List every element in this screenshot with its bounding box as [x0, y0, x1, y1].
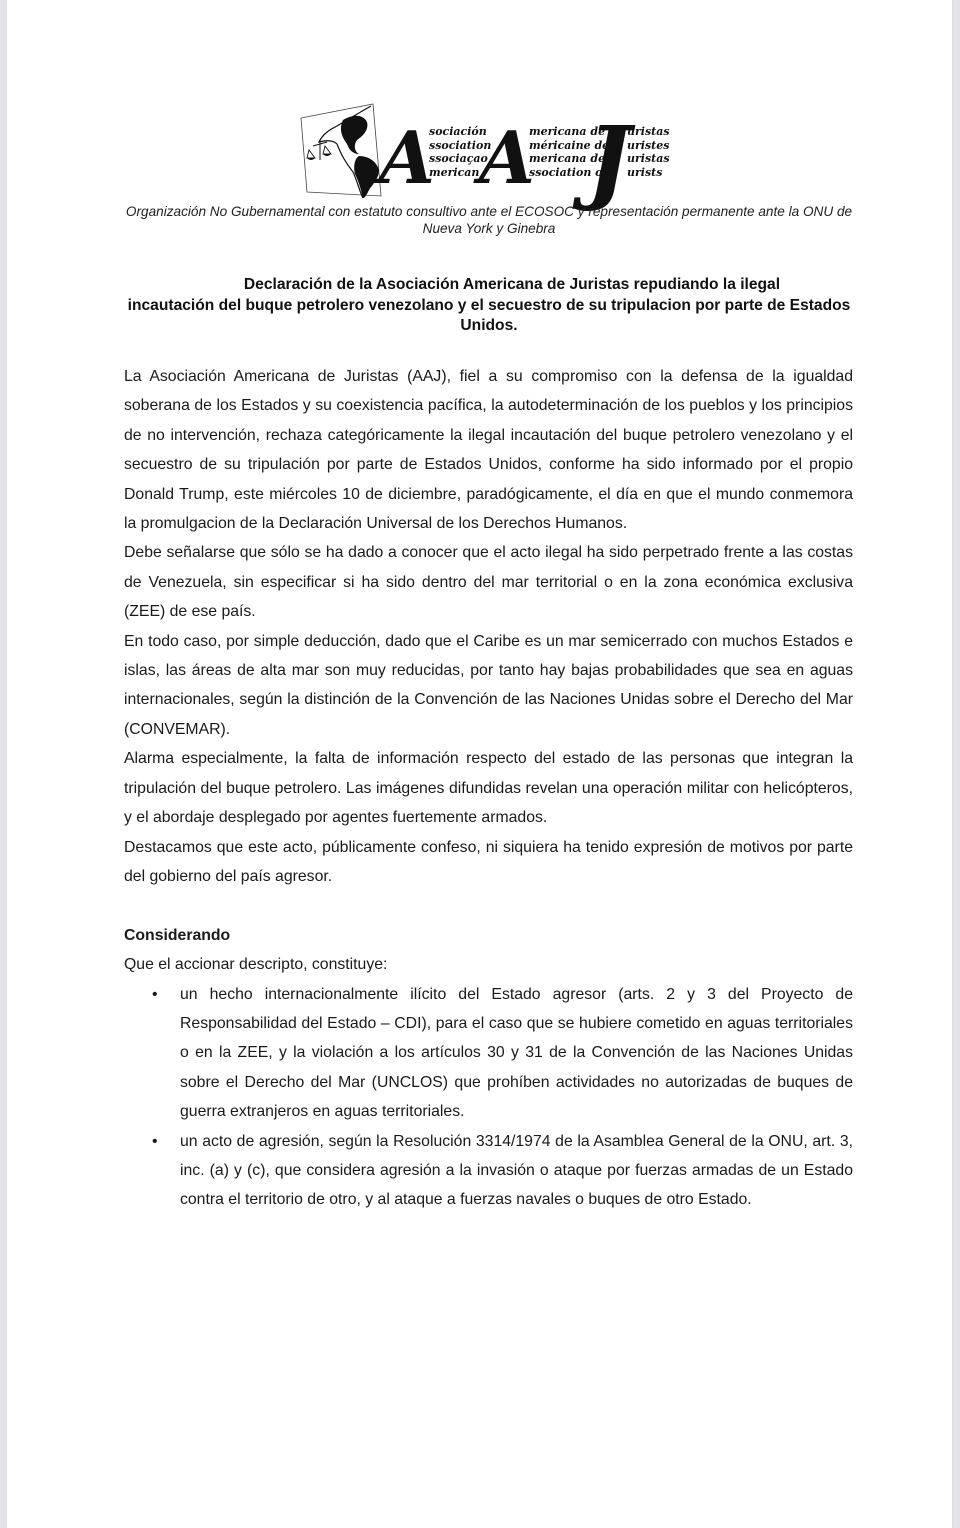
paragraph-spacer [124, 891, 853, 920]
logo-letter-a: A [379, 115, 435, 200]
considerando-list [124, 980, 853, 1215]
organization-subtitle: Organización No Gubernamental con estatuto consultivo ante el ECOSOC y representación permanente ante la ONU de Nueva York y Ginebra [125, 204, 853, 236]
bullet-icon: • [152, 1132, 158, 1150]
logo-letter-j: J [587, 106, 631, 214]
logo-text: uristas [627, 125, 670, 138]
logo-text: urists [627, 165, 663, 179]
body-paragraph: Alarma especialmente, la falta de información respecto del estado de las personas que integran la tripulación del buque petrolero. Las imágenes difundidas revelan una operación militar con helicópteros, y el abordaje desplegado por agentes fuertemente armados. [124, 750, 853, 827]
logo-text: uristas [627, 152, 670, 165]
globe-dove-scales-icon [297, 100, 387, 202]
logo-text: merican [429, 165, 480, 179]
logo-column-3 [627, 125, 670, 179]
body-paragraph: La Asociación Americana de Juristas (AAJ), fiel a su compromiso con la defensa de la igualdad soberana de los Estados y su coexistencia pacífica, la autodeterminación de los pueblos y los principios de no intervención, rechaza categóricamente la ilegal incautación del buque petrolero venezolano y el secuestro de su tripulación por parte de Estados Unidos, conforme ha sido informado por el propio Donald Trump, este miércoles 10 de diciembre, paradógicamente, el día en que el mundo conmemora la promulgacion de la Declaración Universal de los Derechos Humanos. [124, 368, 853, 533]
logo-text: méricaine de [529, 138, 610, 152]
list-item [124, 980, 853, 1127]
logo-text: uristes [627, 138, 670, 152]
considerando-heading: Considerando [124, 926, 231, 944]
logo-text: mericana de [529, 152, 606, 165]
logo-text: ssociation of [529, 165, 608, 179]
list-item-text: un hecho internacionalmente ilícito del Estado agresor (arts. 2 y 3 del Proyecto de Responsabilidad del Estado – CDI), para el caso que se hubiere cometido en aguas territoriales o en la ZEE, y la violación a los artículos 30 y 31 de la Convención de las Naciones Unidas sobre el Derecho del Mar (UNCLOS) que prohíben actividades no autorizadas de buques de guerra extranjeros en aguas territoriales. [180, 985, 853, 1121]
title-line-2: incautación del buque petrolero venezolano y el secuestro de su tripulacion por parte de Estados Unidos. [127, 296, 851, 334]
list-item-text: un acto de agresión, según la Resolución 3314/1974 de la Asamblea General de la ONU, art. 3, inc. (a) y (c), que considera agresión a la invasión o ataque por fuerzas armadas de un Estado contra el territorio de otro, y al ataque a fuerzas navales o buques de otro Estado. [180, 1132, 853, 1209]
aaj-logo [297, 100, 697, 214]
list-item [124, 1127, 853, 1215]
logo-letter-a: A [479, 115, 535, 200]
logo-text: mericana de [529, 125, 606, 138]
logo-text: ssociaçao [429, 152, 488, 165]
considerando-intro: Que el accionar descripto, constituye: [124, 956, 388, 974]
bullet-icon: • [152, 985, 158, 1003]
body-paragraph: Debe señalarse que sólo se ha dado a conocer que el acto ilegal ha sido perpetrado frente a las costas de Venezuela, sin especificar si ha sido dentro del mar territorial o en la zona económica exclusiva (ZEE) de ese país. [124, 544, 853, 621]
document-body [124, 362, 853, 1215]
title-line-1: Declaración de la Asociación Americana de Juristas repudiando la ilegal [243, 276, 781, 293]
document-page [7, 0, 952, 1528]
document-title [119, 275, 859, 337]
logo-text: ssociation [429, 138, 492, 152]
body-paragraph: En todo caso, por simple deducción, dado que el Caribe es un mar semicerrado con muchos Estados e islas, las áreas de alta mar son muy reducidas, por tanto hay bajas probabilidades que sea en aguas internacionales, según la distinción de la Convención de las Naciones Unidas sobre el Derecho del Mar (CONVEMAR). [124, 632, 853, 738]
body-paragraph: Destacamos que este acto, públicamente confeso, ni siquiera ha tenido expresión de motivos por parte del gobierno del país agresor. [124, 838, 853, 885]
logo-text: sociación [429, 125, 487, 138]
